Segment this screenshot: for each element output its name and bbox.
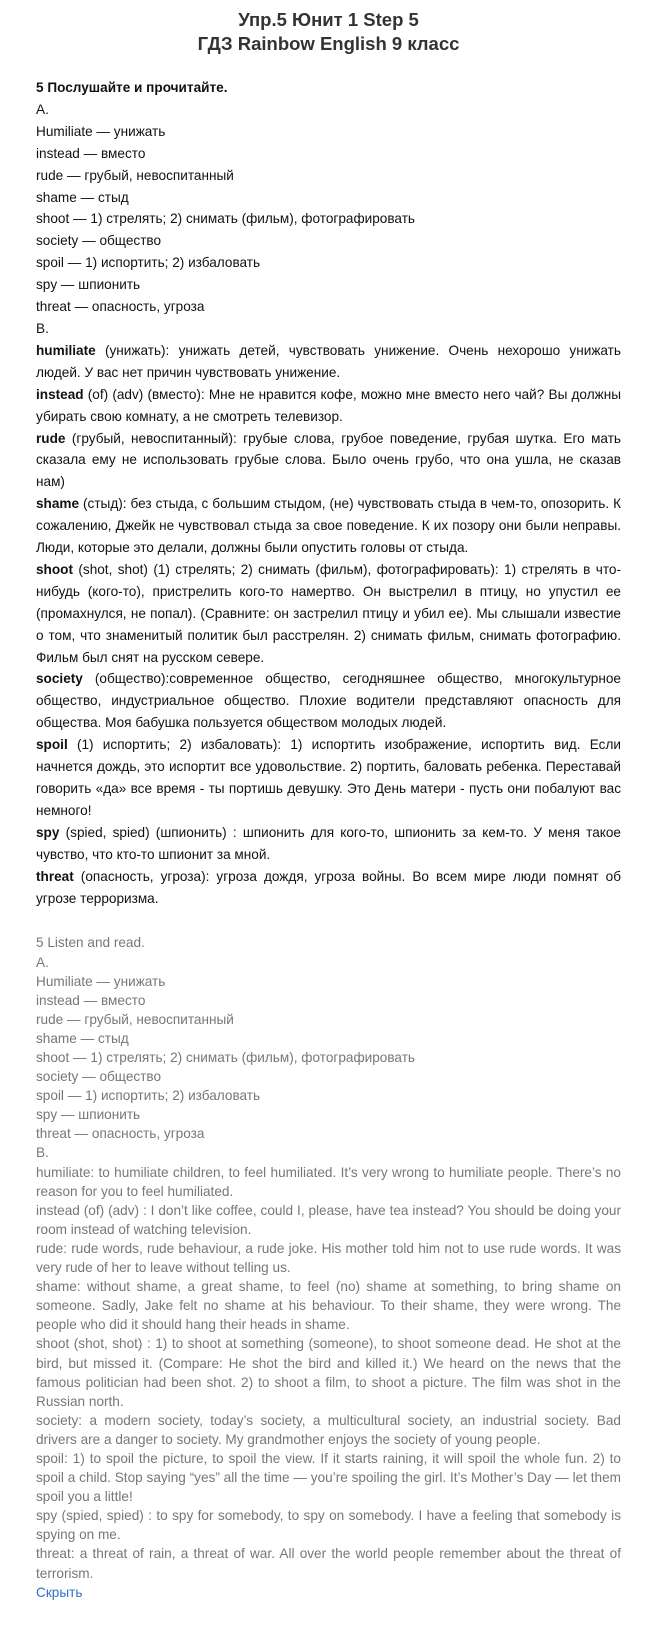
ru-definition-text: (опасность, угроза): угроза дождя, угроза войны. Во всем мире люди помнят об угрозе терроризма. [36,868,621,906]
en-definition: humiliate: to humiliate children, to feel humiliated. It’s very wrong to humiliate people. There’s no reason for you to feel humiliated. [36,1164,621,1199]
ru-heading: 5 Послушайте и прочитайте. [36,80,228,95]
ru-definition-text: (spied, spied) (шпионить) : шпионить для кого-то, шпионить за кем-то. У меня такое чувство, что кто-то шпионит за мной. [36,824,621,862]
ru-vocab-item: society — общество [36,233,162,249]
ru-definition-text: (общество):современное общество, сегодняшнее общество, многокультурное общество, индустриальное общество. Плохие водители представляют опасность для общества. Моя бабушка пользуется обществом молодых людей. [36,671,621,731]
ru-vocab-item: shame — стыд [36,189,129,205]
ru-vocab-item: threat — опасность, угроза [36,299,205,315]
en-definition: spoil: 1) to spoil the picture, to spoil the view. If it starts raining, it will spoil the whole fun. 2) to spoil a child. Stop saying “yes” all the time — you’re spoiling the girl. It’s Mother’s Day — let them spoil you a little! [36,1450,621,1505]
en-vocab-item: shame — стыд [36,1030,129,1046]
ru-definition-text: (1) испортить; 2) избаловать): 1) испортить изображение, испортить вид. Если начнется дождь, это испортит все удовольствие. 2) портить, баловать ребенка. Переставай говорить «да» все время - ты портишь девушку. Это День матери - пусть они побалуют вас немного! [36,737,621,818]
russian-section [36,77,621,909]
ru-definition-word: shoot [36,561,73,577]
ru-vocab-item: shoot — 1) стрелять; 2) снимать (фильм), фотографировать [36,211,416,227]
en-definition: shoot (shot, shot) : 1) to shoot at something (someone), to shoot someone dead. He shot at the bird, but missed it. (Compare: He shot the bird and killed it.) We heard on the news that the famous politician had been shot. 2) to shoot a film, to shoot a picture. The film was shot in the Russian north. [36,1336,621,1409]
ru-definition-word: instead [36,386,84,402]
en-section-b: B. [36,1145,49,1161]
hide-link[interactable]: Скрыть [36,1584,83,1600]
ru-definition-text: (грубый, невоспитанный): грубые слова, грубое поведение, грубая шутка. Его мать сказала ему не использовать грубые слова. Было очень грубо, что она ушла, не сказав нам) [36,430,621,490]
en-vocab-item: spy — шпионить [36,1107,141,1123]
en-definition: shame: without shame, a great shame, to feel (no) shame at something, to bring shame on someone. Sadly, Jake felt no shame at his behaviour. To their shame, they were wrong. The people who did it should hang their heads in shame. [36,1279,621,1333]
en-vocab-item: rude — грубый, невоспитанный [36,1011,234,1027]
en-definition: society: a modern society, today’s society, a multicultural society, an industrial society. Bad drivers are a danger to society. My grandmother enjoys the society of young people. [36,1412,621,1447]
page-title [36,8,621,56]
ru-definition-text: (унижать): унижать детей, чувствовать унижение. Очень нехорошо унижать людей. У вас нет причин чувствовать унижение. [36,342,621,380]
en-definition: spy (spied, spied) : to spy for somebody, to spy on somebody. I have a feeling that somebody is spying on me. [36,1508,621,1543]
ru-definition-word: spoil [36,737,68,753]
ru-vocab-item: rude — грубый, невоспитанный [36,167,234,183]
ru-definition-word: society [36,671,83,687]
ru-definition-word: humiliate [36,342,96,358]
ru-definition-text: (of) (adv) (вместо): Мне не нравится кофе, можно мне вместо него чай? Вы должны убирать свою комнату, а не смотреть телевизор. [36,386,621,424]
ru-definition-word: shame [36,496,80,512]
en-vocab-item: Humiliate — унижать [36,973,166,989]
ru-vocab-item: instead — вместо [36,145,146,161]
ru-definition-word: threat [36,868,74,884]
ru-section-a: A. [36,101,49,117]
ru-vocab-item: spoil — 1) испортить; 2) избаловать [36,255,261,271]
en-vocab-item: instead — вместо [36,992,146,1008]
ru-vocab-item: spy — шпионить [36,277,141,293]
en-vocab-item: threat — опасность, угроза [36,1126,205,1142]
en-definition: instead (of) (adv) : I don’t like coffee, could I, please, have tea instead? You should be doing your room instead of watching television. [36,1202,621,1237]
ru-definition-word: spy [36,824,60,840]
en-section-a: A. [36,954,49,970]
ru-definition [36,559,621,669]
ru-definition [36,428,621,494]
ru-definition [36,493,621,559]
en-vocab-item: shoot — 1) стрелять; 2) снимать (фильм), фотографировать [36,1050,416,1065]
en-definition: rude: rude words, rude behaviour, a rude joke. His mother told him not to use rude words. It was very rude of her to leave without telling us. [36,1240,621,1276]
ru-definition [36,866,621,910]
ru-definition [36,734,621,822]
english-section [36,933,621,1601]
ru-definition-text: (стыд): без стыда, с большим стыдом, (не) чувствовать стыда в чем-то, опозорить. К сожалению, Джейк не чувствовал стыда за свое поведение. К их позору они были неправы. Люди, которые это делали, должны были опустить головы от стыда. [36,496,621,556]
en-vocab-item: spoil — 1) испортить; 2) избаловать [36,1088,261,1104]
ru-definition [36,340,621,384]
ru-definition-word: rude [36,430,66,446]
title-line-1: Упр.5 Юнит 1 Step 5 [238,9,419,30]
ru-section-b: B. [36,320,49,336]
en-definition: threat: a threat of rain, a threat of war. All over the world people remember about the threat of terrorism. [36,1546,621,1581]
en-vocab-item: society — общество [36,1069,162,1085]
ru-definition [36,668,621,734]
ru-definition [36,822,621,866]
ru-vocab-item: Humiliate — унижать [36,123,166,139]
ru-definition-text: (shot, shot) (1) стрелять; 2) снимать (фильм), фотографировать): 1) стрелять в что-нибудь (кого-то), пристрелить кого-то намертво. Он выстрелил в птицу, но упустил ее (промахнулся, не попал). (Сравните: он застрелил птицу и убил ее). Мы слышали известие о том, что знаменитый политик был расстрелян. 2) снимать фильм, снимать фотографию. Фильм был снят на русском севере. [36,561,621,665]
en-heading: 5 Listen and read. [36,935,145,951]
title-line-2: ГДЗ Rainbow English 9 класс [197,33,460,54]
ru-definition [36,384,621,428]
